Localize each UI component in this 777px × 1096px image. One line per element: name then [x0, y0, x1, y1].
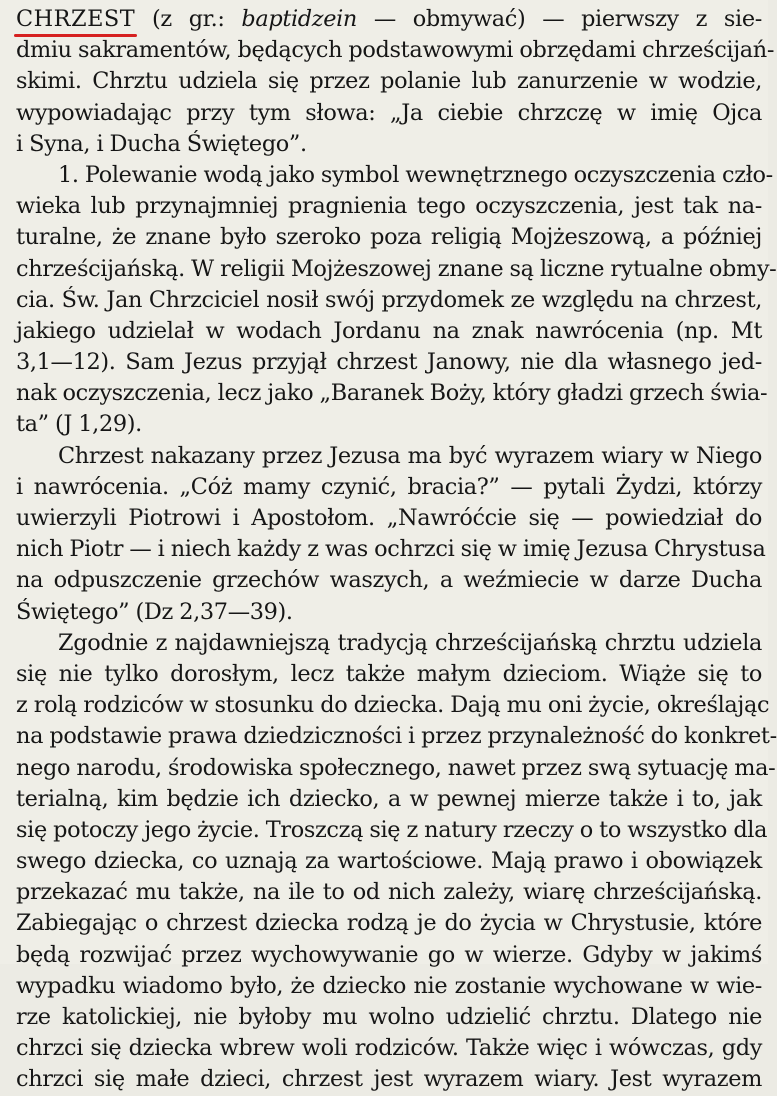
text-line: cia. Św. Jan Chrzciciel nosił swój przydomek ze względu na chrzest, [16, 286, 762, 313]
text-line: 3,1—12). Sam Jezus przyjął chrzest Janowy, nie dla własnego jed- [16, 349, 762, 376]
text-line: turalne, że znane było szeroko poza religią Mojżeszową, a później [16, 224, 762, 251]
text-line: Świętego” (Dz 2,37—39). [16, 598, 293, 625]
text-line: wieka lub przynajmniej pragnienia tego oczyszczenia, jest tak na- [16, 193, 762, 220]
paragraph-commandment [16, 441, 766, 628]
text-line: nego narodu, środowiska społecznego, nawet przez swą sytuację ma- [16, 754, 776, 781]
text-line: Zgodnie z najdawniejszą tradycją chrześcijańską chrztu udziela [58, 629, 762, 656]
paragraph-tradition [16, 628, 777, 1096]
text-line: na podstawie prawa dziedziczności i przez przynależność do konkret- [16, 723, 777, 750]
text-line: swego dziecka, co uznają za wartościowe. Mają prawo i obowiązek [16, 848, 762, 875]
text-line: chrzci się małe dzieci, chrzest jest wyrazem wiary. Jest wyrazem [16, 1066, 762, 1093]
text-line: terialną, kim będzie ich dziecko, a w pewnej mierze także i to, jak [16, 785, 762, 812]
text-line: rze katolickiej, nie byłoby mu wolno udzielić chrztu. Dlatego nie [16, 1004, 762, 1030]
text-line: ta” (J 1,29). [16, 411, 142, 438]
text-line: przekazać mu także, na ile to od nich zależy, wiarę chrześcijańską. [16, 879, 762, 906]
text-line: Zabiegając o chrzest dziecka rodzą je do życia w Chrystusie, które [16, 910, 762, 937]
paragraph-definition [16, 35, 775, 160]
text-line: wypadku wiadomo było, że dziecko nie zostanie wychowane w wie- [16, 972, 762, 999]
text-line: Chrzest nakazany przez Jezusa ma być wyrazem wiary w Niego [58, 442, 762, 469]
text-line: skimi. Chrztu udziela się przez polanie lub zanurzenie w wodzie, [16, 68, 762, 95]
text-line: i nawrócenia. „Cóż mamy czynić, bracia?” — pytali Żydzi, którzy [16, 473, 762, 500]
text-line: jakiego udzielał w wodach Jordanu na znak nawrócenia (np. Mt [16, 317, 762, 344]
text-line: na odpuszczenie grzechów waszych, a weźmiecie w darze Ducha [16, 567, 762, 594]
text-line: chrzci się dziecka wbrew woli rodziców. Także więc i wówczas, gdy [16, 1035, 762, 1062]
red-underline-mark [14, 34, 137, 37]
text-line: się potoczy jego życie. Troszczą się z natury rzeczy o to wszystko dla [16, 816, 768, 843]
text-line: się nie tylko dorosłym, lecz także małym dzieciom. Wiąże się to [16, 660, 762, 687]
text-line: wypowiadając przy tym słowa: „Ja ciebie chrzczę w imię Ojca [16, 99, 762, 126]
text-line: z rolą rodziców w stosunku do dziecka. Dają mu oni życie, określając [16, 692, 770, 719]
text-line: będą rozwijać przez wychowywanie go w wierze. Gdyby w jakimś [16, 941, 762, 968]
text-line: i Syna, i Ducha Świętego”. [16, 130, 307, 157]
entry-headword: CHRZEST [16, 6, 135, 32]
etymology-greek-word: baptidzein [241, 6, 357, 32]
text-line: dmiu sakramentów, będących podstawowymi obrzędami chrześcijań- [16, 37, 775, 64]
entry-first-line: CHRZEST (z gr.: baptidzein — obmywać) — pierwszy z sie- [16, 4, 762, 35]
text-line: chrześcijańską. W religii Mojżeszowej znane są liczne rytualne obmy- [16, 255, 777, 282]
text-line: nak oczyszczenia, lecz jako „Baranek Boży, który gładzi grzech świa- [16, 380, 768, 407]
paragraph-section-1 [16, 160, 777, 441]
text-line: nich Piotr — i niech każdy z was ochrzci się w imię Jezusa Chrystusa [16, 536, 766, 563]
text-line: uwierzyli Piotrowi i Apostołom. „Nawróćcie się — powiedział do [16, 505, 762, 531]
dictionary-entry [16, 4, 777, 1096]
text-line: 1. Polewanie wodą jako symbol wewnętrznego oczyszczenia czło- [58, 161, 773, 188]
